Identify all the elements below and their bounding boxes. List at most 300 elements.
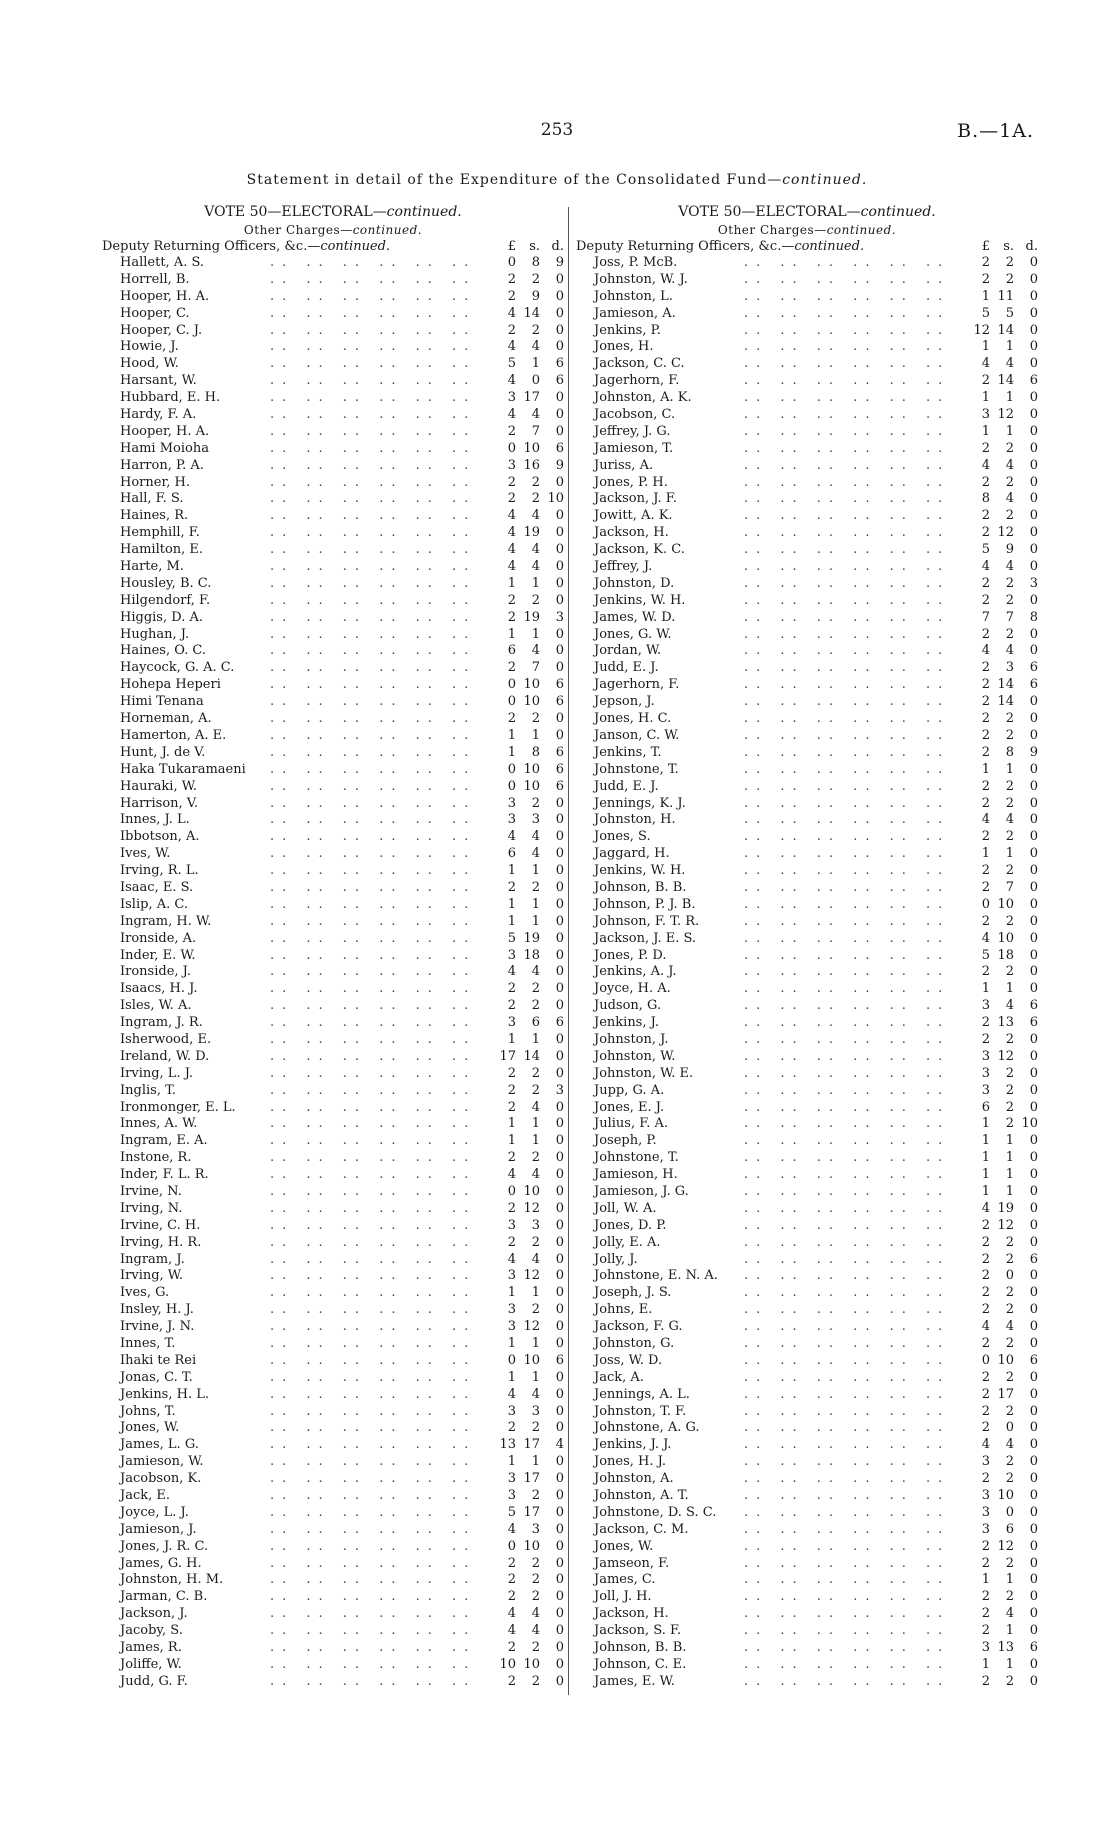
leader-dots: .. .. .. .. .. .. (270, 525, 477, 541)
amount (492, 1437, 564, 1454)
table-row (102, 1150, 564, 1167)
amount-pence: 6 (1029, 677, 1038, 693)
leader-dots: .. .. .. .. .. .. (744, 1336, 951, 1351)
table-row (102, 643, 564, 660)
leader-dots: .. .. .. .. .. .. (270, 930, 477, 946)
amount-shillings: 1 (1005, 846, 1014, 862)
table-row (576, 1218, 1038, 1235)
amount-shillings: 19 (523, 609, 540, 625)
leader-dots: .. .. .. .. .. .. (270, 1319, 477, 1335)
amount-pounds: 2 (981, 1285, 990, 1301)
amount (966, 1015, 1038, 1032)
amount (966, 728, 1038, 745)
amount (492, 390, 564, 407)
table-row (576, 745, 1038, 762)
amount-pence: 0 (555, 1420, 564, 1436)
amount (492, 593, 564, 610)
amount (492, 796, 564, 813)
leader-dots: .. .. .. .. .. .. (270, 863, 477, 879)
amount (966, 1556, 1038, 1573)
amount (492, 1505, 564, 1522)
table-row (576, 1184, 1038, 1201)
leader-dots: .. .. .. .. .. .. (270, 373, 477, 389)
table-row (576, 1150, 1038, 1167)
amount (492, 1083, 564, 1100)
table-row (576, 339, 1038, 356)
table-row (102, 1252, 564, 1269)
amount-shillings: 10 (997, 896, 1014, 912)
amount-shillings: 1 (531, 1454, 540, 1470)
payee-name: Jordan, W. (594, 643, 662, 659)
amount (966, 1674, 1038, 1691)
amount-shillings: 3 (531, 1217, 540, 1233)
payee-name: Himi Tenana (120, 694, 204, 710)
table-row (576, 1100, 1038, 1117)
amount (492, 1184, 564, 1201)
amount-pounds: 4 (981, 457, 990, 473)
amount-pounds: 2 (981, 1302, 990, 1318)
payee-name: James, E. W. (594, 1673, 675, 1689)
leader-dots: .. .. .. .. .. .. (744, 559, 951, 575)
amount-pounds: 4 (507, 1521, 516, 1537)
payee-name: Harte, M. (120, 559, 184, 575)
amount-pence: 0 (555, 1065, 564, 1081)
amount-pounds: 1 (981, 846, 990, 862)
amount-pounds: 4 (507, 1251, 516, 1267)
table-row (576, 677, 1038, 694)
amount-shillings: 2 (531, 491, 540, 507)
table-row (102, 390, 564, 407)
amount (966, 829, 1038, 846)
amount-pence: 0 (1029, 964, 1038, 980)
payee-name: Judd, E. J. (594, 660, 659, 676)
leader-dots: .. .. .. .. .. .. (270, 643, 477, 659)
amount-pounds: 1 (507, 575, 516, 591)
payee-name: Higgis, D. A. (120, 609, 203, 625)
amount-pence: 0 (555, 322, 564, 338)
table-row (576, 914, 1038, 931)
amount-pence: 0 (1029, 1504, 1038, 1520)
leader-dots: .. .. .. .. .. .. (744, 1437, 951, 1453)
leader-dots: .. .. .. .. .. .. (744, 339, 951, 355)
currency-headers (966, 239, 1038, 255)
leader-dots: .. .. .. .. .. .. (270, 626, 477, 642)
amount-pounds: 4 (507, 964, 516, 980)
amount-pounds: 2 (981, 1234, 990, 1250)
amount (966, 1218, 1038, 1235)
amount-shillings: 4 (531, 339, 540, 355)
amount-pence: 0 (1029, 1183, 1038, 1199)
amount-pounds: 2 (981, 829, 990, 845)
amount-pounds: 2 (981, 1606, 990, 1622)
payee-name: Isaacs, H. J. (120, 981, 198, 997)
amount-pence: 0 (555, 1150, 564, 1166)
amount-pence: 3 (555, 609, 564, 625)
payee-name: Johnston, W. E. (594, 1065, 694, 1081)
table-row (102, 677, 564, 694)
table-row (102, 475, 564, 492)
amount (492, 643, 564, 660)
amount (492, 610, 564, 627)
amount-shillings: 4 (1005, 1437, 1014, 1453)
amount (492, 1285, 564, 1302)
amount-pounds: 0 (507, 778, 516, 794)
amount-shillings: 3 (531, 1521, 540, 1537)
table-row (576, 289, 1038, 306)
amount-shillings: 2 (531, 1555, 540, 1571)
table-row (576, 779, 1038, 796)
amount-pounds: 2 (507, 1572, 516, 1588)
table-row (576, 762, 1038, 779)
amount-pounds: 2 (507, 660, 516, 676)
amount-shillings: 11 (997, 288, 1014, 304)
payee-name: Innes, A. W. (120, 1116, 198, 1132)
amount-pounds: 2 (981, 592, 990, 608)
amount (966, 339, 1038, 356)
amount-pounds: 2 (507, 879, 516, 895)
payee-name: Johnstone, E. N. A. (594, 1268, 718, 1284)
leader-dots: .. .. .. .. .. .. (744, 1217, 951, 1233)
payee-name: Jonas, C. T. (120, 1369, 193, 1385)
leader-dots: .. .. .. .. .. .. (744, 609, 951, 625)
amount (966, 762, 1038, 779)
table-row (102, 1404, 564, 1421)
payee-name: Jarman, C. B. (120, 1589, 208, 1605)
leader-dots: .. .. .. .. .. .. (744, 356, 951, 372)
payee-name: Harron, P. A. (120, 457, 204, 473)
amount-shillings: 2 (531, 1234, 540, 1250)
amount-shillings: 2 (531, 998, 540, 1014)
amount (492, 762, 564, 779)
amount-shillings: 1 (1005, 1623, 1014, 1639)
leader-dots: .. .. .. .. .. .. (270, 592, 477, 608)
payee-name: Jones, P. D. (594, 947, 667, 963)
leader-dots: .. .. .. .. .. .. (744, 1640, 951, 1656)
payee-name: Joliffe, W. (120, 1656, 182, 1672)
amount (492, 1674, 564, 1691)
table-row (576, 1539, 1038, 1556)
amount (966, 255, 1038, 272)
leader-dots: .. .. .. .. .. .. (270, 1048, 477, 1064)
amount-pence: 6 (1029, 998, 1038, 1014)
payee-name: Jolly, J. (594, 1251, 638, 1267)
table-row (576, 1268, 1038, 1285)
table-row (102, 424, 564, 441)
payee-name: Isherwood, E. (120, 1031, 212, 1047)
amount-pence: 3 (555, 1082, 564, 1098)
amount (492, 475, 564, 492)
amount-shillings: 17 (523, 390, 540, 406)
payee-name: Jepson, J. (594, 694, 655, 710)
amount (966, 1589, 1038, 1606)
amount-pounds: 2 (981, 508, 990, 524)
other-charges-continued: continued. (352, 223, 423, 237)
table-row (102, 323, 564, 340)
section-label-wrap (576, 239, 966, 255)
payee-name: Johnston, J. (594, 1031, 669, 1047)
leader-dots: .. .. .. .. .. .. (270, 1352, 477, 1368)
amount (492, 1319, 564, 1336)
amount-shillings: 2 (1005, 1471, 1014, 1487)
leader-dots: .. .. .. .. .. .. (270, 1065, 477, 1081)
payee-name: Haines, R. (120, 508, 189, 524)
table-row (102, 1319, 564, 1336)
table-row (102, 981, 564, 998)
amount-shillings: 10 (523, 1538, 540, 1554)
payee-name: Johnson, P. J. B. (594, 896, 696, 912)
amount-pence: 0 (555, 947, 564, 963)
amount (966, 475, 1038, 492)
amount-shillings: 2 (531, 879, 540, 895)
table-row (102, 339, 564, 356)
amount-shillings: 4 (1005, 491, 1014, 507)
table-row (576, 323, 1038, 340)
amount-pounds: 3 (981, 1488, 990, 1504)
amount-pence: 0 (555, 1183, 564, 1199)
payee-name: Hilgendorf, F. (120, 592, 211, 608)
amount-pounds: 3 (507, 1268, 516, 1284)
amount-shillings: 2 (1005, 1031, 1014, 1047)
leader-dots: .. .. .. .. .. .. (744, 896, 951, 912)
amount-pence: 0 (1029, 711, 1038, 727)
leader-dots: .. .. .. .. .. .. (270, 1437, 477, 1453)
pounds-header: £ (507, 239, 516, 254)
leader-dots: .. .. .. .. .. .. (270, 913, 477, 929)
leader-dots: .. .. .. .. .. .. (744, 998, 951, 1014)
amount-shillings: 1 (531, 896, 540, 912)
amount (492, 677, 564, 694)
table-row (576, 728, 1038, 745)
table-row (576, 931, 1038, 948)
leader-dots: .. .. .. .. .. .. (270, 1640, 477, 1656)
amount-pounds: 1 (507, 1369, 516, 1385)
table-row (102, 356, 564, 373)
amount-pence: 0 (1029, 1555, 1038, 1571)
amount (492, 1235, 564, 1252)
leader-dots: .. .. .. .. .. .. (270, 390, 477, 406)
amount-pence: 0 (555, 1606, 564, 1622)
leader-dots: .. .. .. .. .. .. (270, 491, 477, 507)
amount-pence: 3 (1029, 575, 1038, 591)
payee-name: Johnston, A. (594, 1471, 674, 1487)
payee-name: Ironside, A. (120, 930, 197, 946)
leader-dots: .. .. .. .. .. .. (270, 677, 477, 693)
amount-shillings: 12 (997, 407, 1014, 423)
amount-pounds: 2 (981, 373, 990, 389)
amount-pounds: 2 (981, 1403, 990, 1419)
table-row (576, 1420, 1038, 1437)
amount-pence: 0 (555, 711, 564, 727)
leader-dots: .. .. .. .. .. .. (744, 1656, 951, 1672)
payee-name: Joll, J. H. (594, 1589, 652, 1605)
leader-dots: .. .. .. .. .. .. (744, 288, 951, 304)
leader-dots: .. .. .. .. .. .. (744, 1369, 951, 1385)
table-row (102, 1184, 564, 1201)
amount-pence: 6 (555, 744, 564, 760)
table-row (576, 880, 1038, 897)
amount-pounds: 3 (507, 1319, 516, 1335)
payee-name: Hauraki, W. (120, 778, 197, 794)
shillings-header: s. (1003, 239, 1014, 254)
table-row (102, 407, 564, 424)
payee-name: Haka Tukaramaeni (120, 761, 246, 777)
amount (492, 1116, 564, 1133)
table-row (102, 931, 564, 948)
table-row (576, 981, 1038, 998)
amount-pence: 0 (555, 1673, 564, 1689)
amount (492, 1657, 564, 1674)
leader-dots: .. .. .. .. .. .. (744, 1015, 951, 1031)
amount-pounds: 1 (981, 423, 990, 439)
amount-shillings: 1 (1005, 1133, 1014, 1149)
amount-pence: 0 (555, 812, 564, 828)
amount-pounds: 1 (507, 1285, 516, 1301)
amount-shillings: 4 (531, 407, 540, 423)
amount-pence: 0 (555, 1167, 564, 1183)
payee-name: Johnstone, A. G. (594, 1420, 700, 1436)
amount (492, 745, 564, 762)
leader-dots: .. .. .. .. .. .. (270, 1538, 477, 1554)
amount (492, 373, 564, 390)
amount-shillings: 2 (531, 1572, 540, 1588)
entry-list (102, 255, 564, 1691)
amount (492, 1387, 564, 1404)
amount-shillings: 2 (1005, 1099, 1014, 1115)
table-row (576, 390, 1038, 407)
amount-pounds: 0 (981, 896, 990, 912)
table-row (102, 610, 564, 627)
amount-pence: 0 (555, 1386, 564, 1402)
amount (966, 1133, 1038, 1150)
amount-shillings: 2 (1005, 271, 1014, 287)
leader-dots: .. .. .. .. .. .. (270, 1183, 477, 1199)
table-row (102, 694, 564, 711)
amount (492, 846, 564, 863)
amount-shillings: 1 (1005, 981, 1014, 997)
leader-dots: .. .. .. .. .. .. (270, 981, 477, 997)
amount-pence: 0 (555, 1234, 564, 1250)
leader-dots: .. .. .. .. .. .. (744, 423, 951, 439)
amount-shillings: 2 (1005, 1336, 1014, 1351)
amount-pence: 10 (1021, 1116, 1038, 1132)
amount-pounds: 2 (507, 474, 516, 490)
amount-shillings: 2 (531, 981, 540, 997)
leader-dots: .. .. .. .. .. .. (270, 271, 477, 287)
payee-name: Joss, P. McB. (594, 255, 678, 270)
amount (492, 441, 564, 458)
amount-pence: 0 (555, 1572, 564, 1588)
leader-dots: .. .. .. .. .. .. (270, 964, 477, 980)
table-row (102, 829, 564, 846)
amount-pounds: 2 (981, 1673, 990, 1689)
amount-pounds: 4 (507, 1606, 516, 1622)
payee-name: Ironside, J. (120, 964, 191, 980)
amount-shillings: 4 (531, 1606, 540, 1622)
amount (966, 1336, 1038, 1353)
amount-shillings: 4 (531, 1099, 540, 1115)
table-row (576, 1133, 1038, 1150)
amount-pence: 0 (555, 1336, 564, 1351)
amount-pounds: 4 (507, 373, 516, 389)
amount-shillings: 2 (531, 474, 540, 490)
left-column (102, 203, 564, 1691)
amount-shillings: 4 (531, 1623, 540, 1639)
payee-name: James, C. (594, 1572, 656, 1588)
amount-pounds: 2 (507, 592, 516, 608)
amount-shillings: 10 (523, 1352, 540, 1368)
table-row (102, 255, 564, 272)
amount (492, 576, 564, 593)
amount-pounds: 0 (507, 1538, 516, 1554)
table-row (102, 1657, 564, 1674)
amount-pounds: 3 (507, 1217, 516, 1233)
leader-dots: .. .. .. .. .. .. (270, 727, 477, 743)
amount-pence: 0 (555, 1589, 564, 1605)
leader-dots: .. .. .. .. .. .. (270, 1268, 477, 1284)
leader-dots: .. .. .. .. .. .. (744, 744, 951, 760)
table-row (102, 1454, 564, 1471)
payee-name: James, W. D. (594, 609, 676, 625)
amount-pence: 0 (555, 474, 564, 490)
amount (966, 846, 1038, 863)
amount-pence: 0 (1029, 1572, 1038, 1588)
amount-pence: 0 (555, 542, 564, 558)
table-row (576, 1387, 1038, 1404)
amount-shillings: 1 (1005, 1150, 1014, 1166)
amount-pence: 0 (1029, 930, 1038, 946)
payee-name: Jacobson, K. (120, 1471, 202, 1487)
amount (966, 1387, 1038, 1404)
amount-pounds: 2 (507, 1082, 516, 1098)
amount-pence: 0 (1029, 288, 1038, 304)
amount-pence: 0 (555, 1116, 564, 1132)
leader-dots: .. .. .. .. .. .. (744, 525, 951, 541)
payee-name: Jenkins, W. H. (594, 863, 686, 879)
amount (492, 559, 564, 576)
leader-dots: .. .. .. .. .. .. (270, 812, 477, 828)
table-row (102, 1218, 564, 1235)
amount (492, 779, 564, 796)
amount (492, 1522, 564, 1539)
table-row (102, 1285, 564, 1302)
amount-pounds: 1 (981, 1167, 990, 1183)
payee-name: Hamerton, A. E. (120, 727, 227, 743)
amount (966, 576, 1038, 593)
leader-dots: .. .. .. .. .. .. (270, 305, 477, 321)
payee-name: Joseph, J. S. (594, 1285, 672, 1301)
table-row (576, 1471, 1038, 1488)
amount-pence: 0 (1029, 356, 1038, 372)
amount (966, 1150, 1038, 1167)
amount-pounds: 4 (981, 356, 990, 372)
amount-pounds: 4 (507, 407, 516, 423)
amount-pence: 0 (1029, 1048, 1038, 1064)
table-row (102, 1032, 564, 1049)
table-row (576, 711, 1038, 728)
amount-shillings: 4 (531, 964, 540, 980)
column-divider (568, 207, 569, 1695)
amount (492, 1336, 564, 1353)
amount (492, 491, 564, 508)
amount-pence: 0 (1029, 1420, 1038, 1436)
amount (492, 897, 564, 914)
vote-continued: continued. (860, 204, 936, 220)
amount-pence: 0 (1029, 1285, 1038, 1301)
document-reference: B.—1A. (957, 120, 1034, 142)
amount-pounds: 10 (499, 1656, 516, 1672)
amount (966, 1032, 1038, 1049)
leader-dots: .. .. .. .. .. .. (270, 339, 477, 355)
